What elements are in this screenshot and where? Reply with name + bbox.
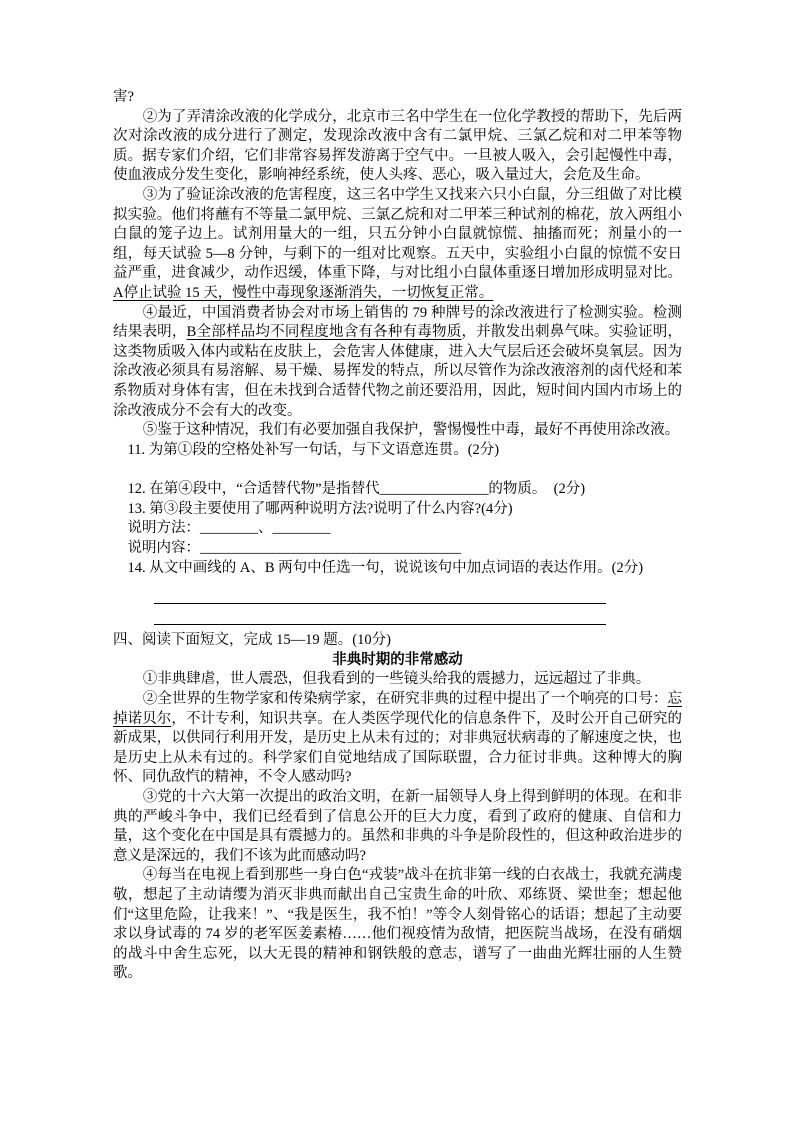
passage1-para3-underlined-sentence-a: A停止试验 15 天，慢性中毒现象逐渐消失，一切恢复正常。 (113, 284, 494, 301)
passage2-para2-rest: ，不计专利，知识共享。在人类医学现代化的信息条件下，及时公开自己研究的新成果，以供同行利用开发，是历史上从未有过的；对非典冠状病毒的了解速度之快，也是历史上从未有过的。科学家们自觉地结成了国际联盟，合力征讨非典。这种博大的胸怀、同仇敌忾的精神，不令人感动吗? (113, 710, 683, 786)
passage1-para-5: ⑤鉴于这种情况，我们有必要加强自我保护，警惕慢性中毒，最好不再使用涂改液。 (142, 422, 680, 439)
passage2-title: 非典时期的非常感动 (332, 651, 463, 668)
passage1-para4-lead: ④最近，中国消费者协会对市场上销售的 79 种牌号的涂改液进行了检测实验。检测结果表明， (113, 304, 682, 341)
passage1-para-3 (113, 186, 682, 304)
passage2-para-4: ④每当在电视上看到那些一身白色“戎装”战斗在抗非第一线的白衣战士，我就充满虔敬，想起了主动请缨为消灭非典而献出自己宝贵生命的叶欣、邓练贤、梁世奎；想起他们“这里危险，让我来！”、“我是医生，我不怕！”等令人刻骨铭心的话语；想起了主动要求以身试毒的 74 岁的老军医姜素椿……他们视疫情为敌情，把医院当战场，在没有硝烟的战斗中舍生忘死，以大无畏的精神和钢铁般的意志，谱写了一曲曲光辉壮丽的人生赞歌。 (113, 867, 682, 982)
answer-space-q11 (113, 460, 682, 480)
passage1-para4-underlined-sentence-b: B全部样品均不同程度地含有各种有毒物质 (186, 324, 462, 341)
answer-blank-line-2 (154, 604, 606, 625)
passage1-para-2: ②为了弄清涂改液的化学成分，北京市三名中学生在一位化学教授的帮助下，先后两次对涂改液的成分进行了测定，发现涂改液中含有二氯甲烷、三氯乙烷和对二甲苯等物质。据专家们介绍，它们非常容易挥发游离于空气中。一旦被人吸入，会引起慢性中毒，使血液成分发生变化，影响神经系统，使人头疼、恶心，吸入量过大，会危及生命。 (113, 108, 682, 184)
passage1-para3-text: ③为了验证涂改液的危害程度，这三名中学生又找来六只小白鼠，分三组做了对比模拟实验。他们将蘸有不等量二氯甲烷、三氯乙烷和对二甲苯三种试剂的棉花，放入两组小白鼠的笼子边上。试剂用量大的一组，只五分钟小白鼠就惊慌、抽搐而死；剂量小的一组，每天试验 5—8 分钟，与剩下的一组对比观察。五天中，实验组小白鼠的惊慌不安日益严重，进食减少，动作迟缓，体重下降，与对比组小白鼠体重逐日增加形成明显对比。 (113, 186, 682, 282)
passage2-para2-lead: ②全世界的生物学家和传染病学家，在研究非典的过程中提出了一个响亮的口号： (142, 691, 668, 708)
question-14: 14. 从文中画线的 A、B 两句中任选一句，说说该句中加点词语的表达作用。(2分) (127, 559, 644, 576)
passage1-para4-rest: ，并散发出刺鼻气味。实验证明，这类物质吸入体内或粘在皮肤上，会危害人体健康，进入大气层后还会破坏臭氧层。因为涂改液必须具有易溶解、易干燥、易挥发的特点，所以尽管作为涂改液溶剂的卤代烃和苯系物质对身体有害，但在未找到合适替代物之前还要沿用，因此，短时间内国内市场上的涂改液成分不会有大的改变。 (113, 324, 683, 419)
continuation-line: 害? (113, 89, 134, 105)
passage1-para-4 (113, 304, 682, 422)
question-13: 13. 第③段主要使用了哪两种说明方法?说明了什么内容?(4分) (127, 500, 513, 517)
question-13-content-blank: 说明内容：____________________________________ (127, 540, 461, 557)
answer-blank-line-1 (154, 583, 606, 604)
question-11: 11. 为第①段的空格处补写一句话，与下文语意连贯。(2分) (127, 441, 500, 458)
passage2-para-1: ①非典肆虐，世人震恐，但我看到的一些镜头给我的震撼力，远远超过了非典。 (142, 671, 651, 688)
question-12: 12. 在第④段中，“合适替代物”是指替代_______________的物质。 (2分) (127, 481, 586, 498)
passage2-para2-underlined-slogan: 忘掉诺贝尔 (113, 691, 682, 727)
question-13-method-blank: 说明方法：________、________ (127, 520, 331, 537)
passage2-para-2 (113, 690, 682, 788)
section-4-heading: 四、阅读下面短文，完成 15—19 题。(10分) (113, 632, 391, 649)
passage2-para-3: ③党的十六大第一次提出的政治文明，在新一届领导人身上得到鲜明的体现。在和非典的严峻斗争中，我们已经看到了信息公开的巨大力度，看到了政府的健康、自信和力量，这个变化在中国是具有震撼力的。虽然和非典的斗争是阶段性的，但这种政治进步的意义是深远的，我们不该为此而感动吗? (113, 789, 682, 864)
